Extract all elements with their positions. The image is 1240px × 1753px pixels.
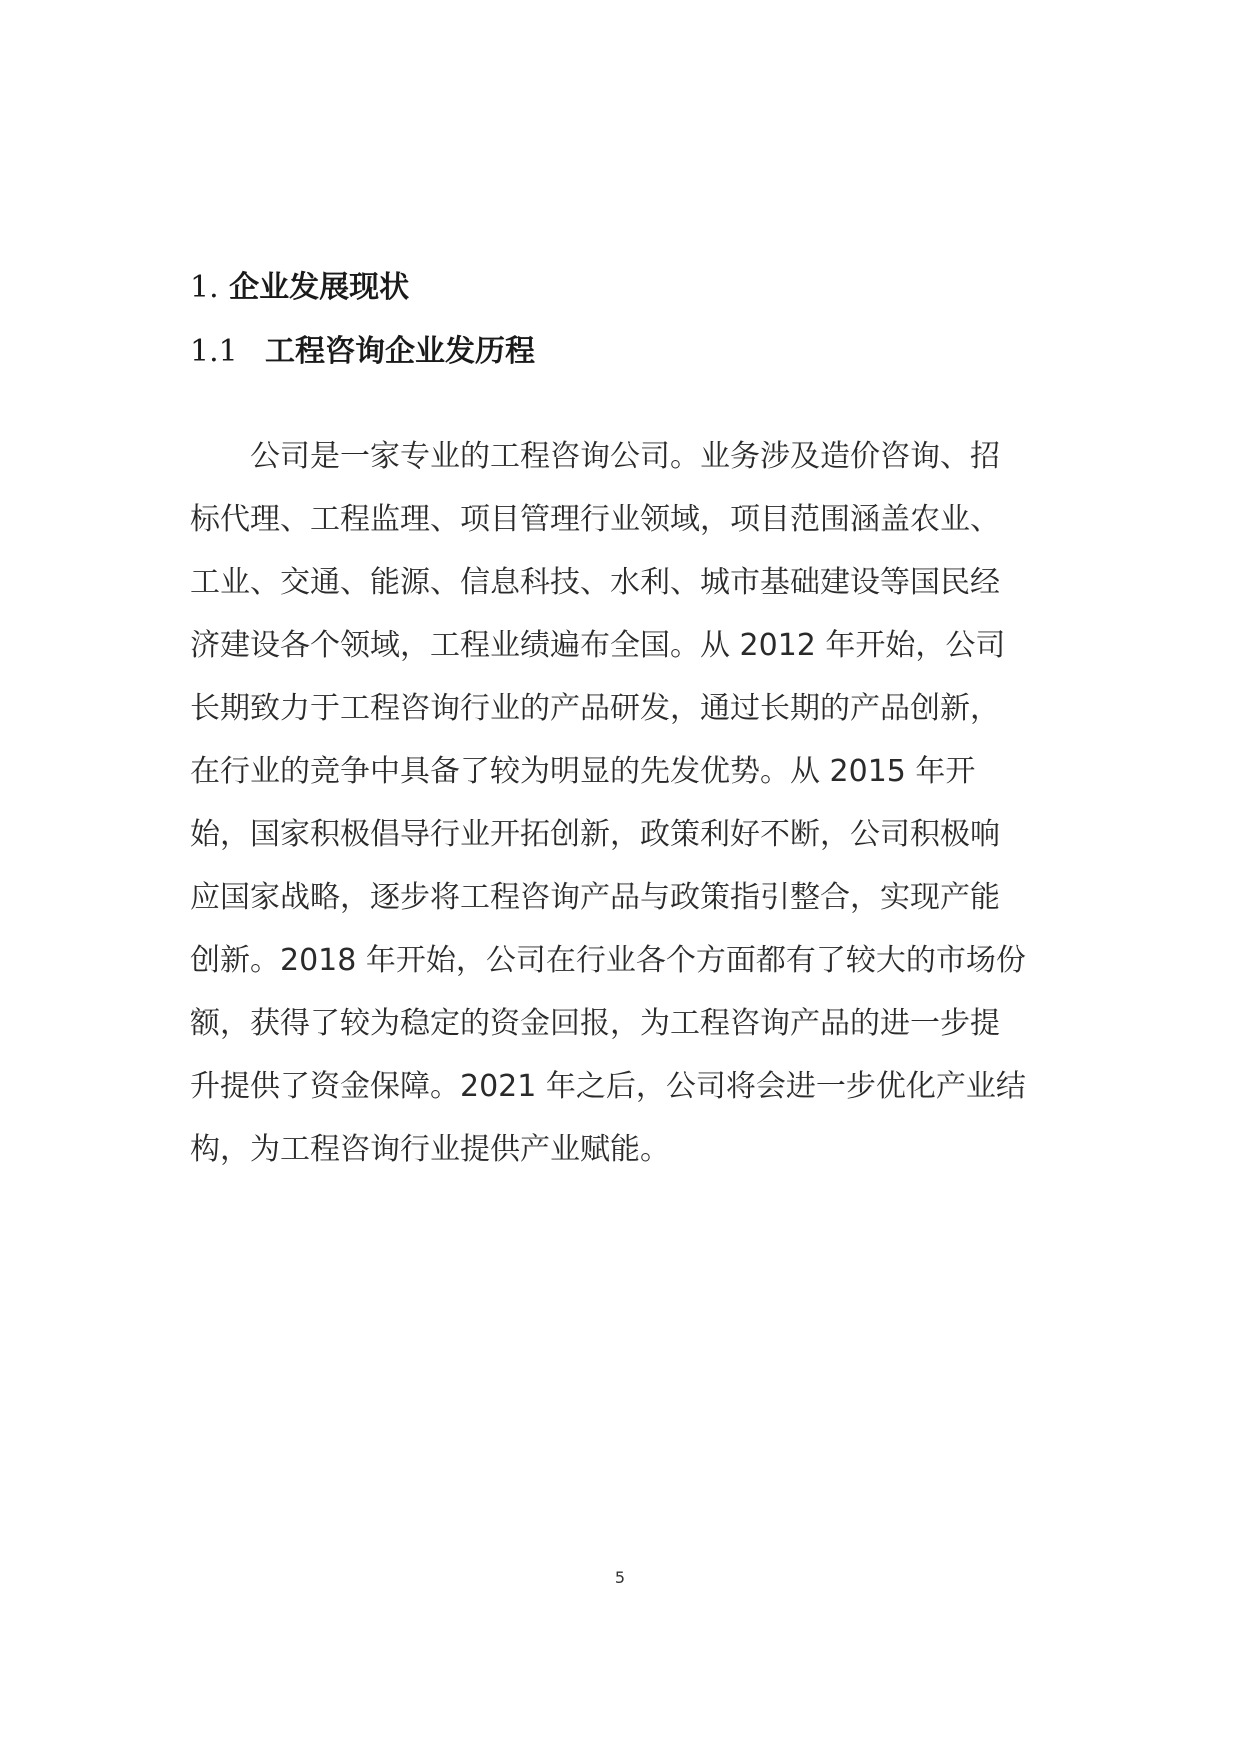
paragraph-line: 公司是一家专业的工程咨询公司。业务涉及造价咨询、招 — [250, 439, 1000, 474]
section-heading-1-1 — [190, 332, 535, 372]
paragraph-line: 始，国家积极倡导行业开拓创新，政策利好不断，公司积极响 — [190, 817, 1000, 852]
page-number: 5 — [614, 1568, 626, 1587]
paragraph-line: 济建设各个领域，工程业绩遍布全国。从 2012 年开始，公司 — [190, 628, 1006, 663]
subsection-number: 1.1 — [190, 334, 238, 369]
paragraph-line: 升提供了资金保障。2021 年之后，公司将会进一步优化产业结 — [190, 1069, 1026, 1104]
section-number: 1. — [190, 270, 219, 305]
paragraph-line: 构，为工程咨询行业提供产业赋能。 — [190, 1132, 670, 1167]
paragraph-line: 工业、交通、能源、信息科技、水利、城市基础建设等国民经 — [190, 565, 1000, 600]
subsection-title: 工程咨询企业发历程 — [265, 334, 535, 369]
paragraph-line: 在行业的竞争中具备了较为明显的先发优势。从 2015 年开 — [190, 754, 976, 789]
section-title: 企业发展现状 — [229, 270, 410, 305]
paragraph-line: 额，获得了较为稳定的资金回报，为工程咨询产品的进一步提 — [190, 1006, 1000, 1041]
paragraph-line: 标代理、工程监理、项目管理行业领域，项目范围涵盖农业、 — [190, 502, 1000, 537]
paragraph-line: 长期致力于工程咨询行业的产品研发，通过长期的产品创新， — [190, 691, 1000, 726]
section-heading-1 — [190, 268, 409, 308]
paragraph-line: 创新。2018 年开始，公司在行业各个方面都有了较大的市场份 — [190, 943, 1026, 978]
paragraph-line: 应国家战略，逐步将工程咨询产品与政策指引整合，实现产能 — [190, 880, 1000, 915]
body-paragraph — [190, 425, 1060, 1181]
